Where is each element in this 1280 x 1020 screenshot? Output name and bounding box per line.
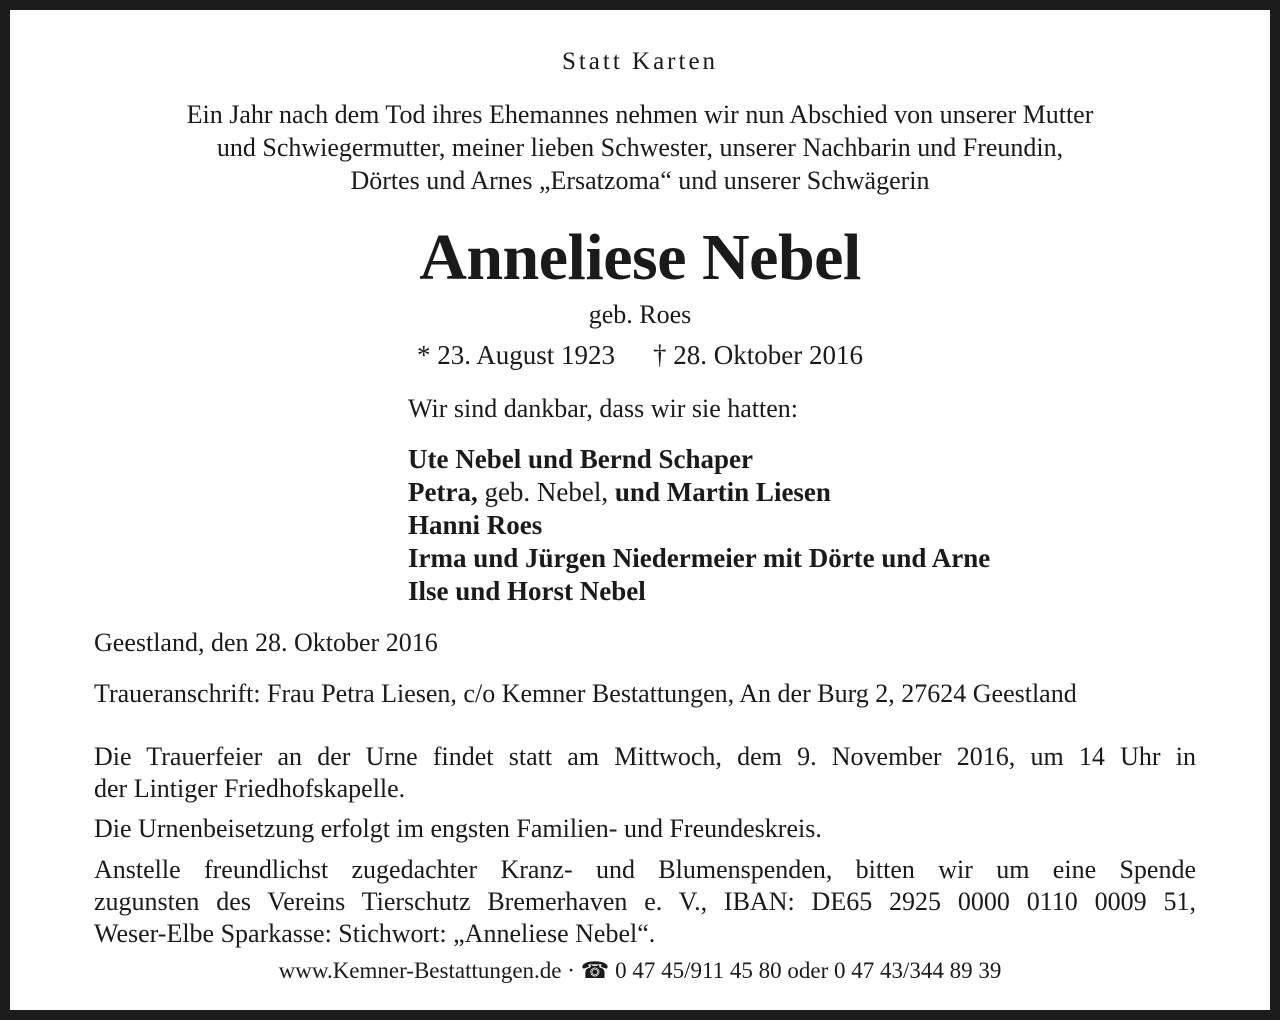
- place-date: Geestland, den 28. Oktober 2016: [94, 628, 438, 657]
- contact-footer: www.Kemner-Bestattungen.de · ☎ 0 47 45/911 45 80 oder 0 47 43/344 89 39: [278, 958, 1002, 983]
- ceremony-line: Die Trauerfeier an der Urne findet statt am Mittwoch, dem 9. November 2016, um 14 Uhr in: [94, 742, 1196, 771]
- thanks-line: Wir sind dankbar, dass wir sie hatten:: [408, 394, 798, 423]
- donation-line: Weser-Elbe Sparkasse: Stichwort: „Anneliese Nebel“.: [94, 919, 656, 948]
- ceremony-line: der Lintiger Friedhofskapelle.: [94, 774, 406, 803]
- notice-heading: Statt Karten: [561, 48, 719, 75]
- mourner-first-name: Petra,: [408, 477, 478, 507]
- intro-line: und Schwiegermutter, meiner lieben Schwester, unserer Nachbarin und Freundin,: [216, 133, 1064, 162]
- donation-line: Anstelle freundlichst zugedachter Kranz- und Blumenspenden, bitten wir um eine Spende: [94, 855, 1196, 884]
- mourner-line: [408, 477, 831, 508]
- deceased-name: Anneliese Nebel: [419, 221, 861, 294]
- death-date: † 28. Oktober 2016: [653, 340, 863, 370]
- mourner-line: Hanni Roes: [408, 510, 543, 540]
- mourner-partner: und Martin Liesen: [608, 477, 831, 507]
- mourning-address: Traueranschrift: Frau Petra Liesen, c/o Kemner Bestattungen, An der Burg 2, 27624 Geestland: [94, 679, 1077, 708]
- intro-line: Dörtes und Arnes „Ersatzoma“ und unserer Schwägerin: [350, 166, 930, 195]
- mourner-maiden-name: geb. Nebel,: [477, 477, 609, 507]
- maiden-name: geb. Roes: [588, 300, 692, 329]
- birth-date: * 23. August 1923: [416, 340, 616, 370]
- life-dates: [10, 340, 1270, 371]
- mourner-line: Irma und Jürgen Niedermeier mit Dörte und Arne: [408, 543, 991, 573]
- donation-line: zugunsten des Vereins Tierschutz Bremerhaven e. V., IBAN: DE65 2925 0000 0110 0009 51,: [94, 887, 1196, 916]
- mourner-line: Ilse und Horst Nebel: [408, 576, 646, 606]
- intro-line: Ein Jahr nach dem Tod ihres Ehemannes nehmen wir nun Abschied von unserer Mutter: [186, 100, 1094, 129]
- burial-line: Die Urnenbeisetzung erfolgt im engsten Familien- und Freundeskreis.: [94, 814, 822, 843]
- mourner-line: Ute Nebel und Bernd Schaper: [408, 444, 754, 474]
